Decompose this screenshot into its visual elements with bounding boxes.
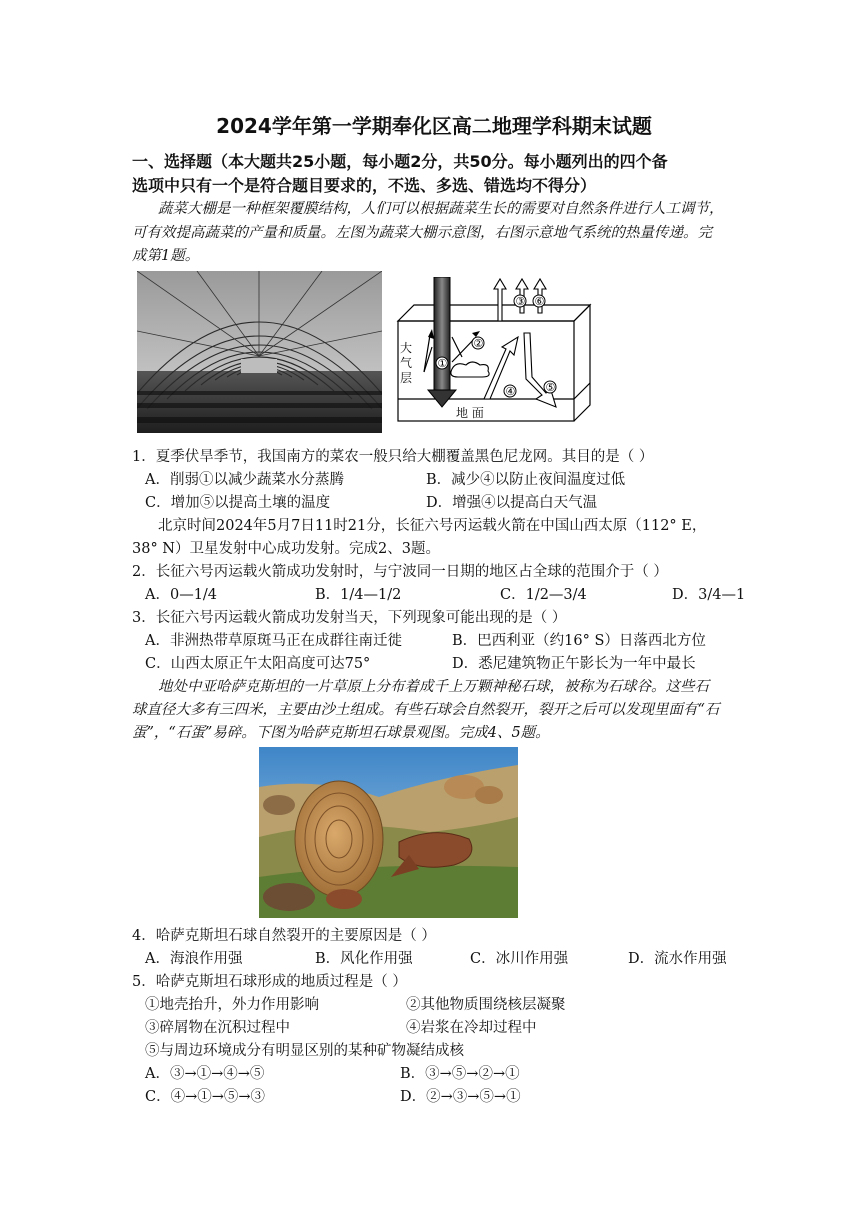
marker-4: ④ [505, 385, 516, 398]
q5-statement-4: ④岩浆在冷却过程中 [406, 1020, 537, 1036]
heat-transfer-diagram [394, 277, 594, 437]
q5-option-b[interactable]: B．③→⑤→②→① [400, 1066, 520, 1082]
marker-1: ① [437, 357, 448, 370]
q1-stem: 1．夏季伏旱季节，我国南方的菜农一般只给大棚覆盖黑色尼龙网。其目的是（ ） [132, 449, 654, 465]
q5-statement-5: ⑤与周边环境成分有明显区别的某种矿物凝结成核 [145, 1043, 464, 1059]
heat-diagram-svg [394, 277, 594, 437]
marker-5: ⑤ [545, 381, 556, 394]
q3-option-c[interactable]: C．山西太原正午太阳高度可达75° [145, 656, 371, 672]
q2-option-b[interactable]: B．1/4—1/2 [315, 587, 402, 603]
q2-option-c[interactable]: C．1/2—3/4 [500, 587, 587, 603]
q5-option-d[interactable]: D．②→③→⑤→① [400, 1089, 521, 1105]
q4-option-a[interactable]: A．海浪作用强 [145, 951, 243, 967]
q1-option-a[interactable]: A．削弱①以减少蔬菜水分蒸腾 [145, 472, 344, 488]
passage1-line3: 成第1题。 [132, 248, 200, 264]
marker-3: ③ [515, 295, 526, 308]
q4-stem: 4．哈萨克斯坦石球自然裂开的主要原因是（ ） [132, 928, 436, 944]
q5-statement-1: ①地壳抬升，外力作用影响 [145, 997, 319, 1013]
q2-option-a[interactable]: A．0—1/4 [145, 587, 218, 603]
ground-label: 地 面 [456, 406, 484, 420]
atmosphere-label: 大气层 [400, 341, 413, 385]
q1-option-d[interactable]: D．增强④以提高白天气温 [426, 495, 598, 511]
q5-option-a[interactable]: A．③→①→④→⑤ [145, 1066, 265, 1082]
passage2-line1: 北京时间2024年5月7日11时21分，长征六号丙运载火箭在中国山西太原（112° E， [158, 518, 707, 534]
q5-statement-3: ③碎屑物在沉积过程中 [145, 1020, 290, 1036]
section-header-line2: 选项中只有一个是符合题目要求的，不选、多选、错选均不得分） [132, 176, 597, 195]
q2-stem: 2．长征六号丙运载火箭成功发射时，与宁波同一日期的地区占全球的范围介于（ ） [132, 564, 668, 580]
q1-option-c[interactable]: C．增加⑤以提高土壤的温度 [145, 495, 331, 511]
passage3-line3: 蛋”，“石蛋”易碎。下图为哈萨克斯坦石球景观图。完成4、5题。 [132, 725, 550, 741]
stone-ball-illustration [259, 747, 518, 918]
passage1-line2: 可有效提高蔬菜的产量和质量。左图为蔬菜大棚示意图，右图示意地气系统的热量传递。完 [132, 225, 712, 241]
q3-option-b[interactable]: B．巴西利亚（约16° S）日落西北方位 [452, 633, 706, 649]
marker-6: ⑥ [534, 295, 545, 308]
stone-ball-photo [259, 747, 518, 918]
q3-option-a[interactable]: A．非洲热带草原斑马正在成群往南迁徙 [145, 633, 402, 649]
passage2-line2: 38° N）卫星发射中心成功发射。完成2、3题。 [132, 541, 440, 557]
q4-option-d[interactable]: D．流水作用强 [628, 951, 727, 967]
greenhouse-photo [137, 271, 382, 433]
q5-stem: 5．哈萨克斯坦石球形成的地质过程是（ ） [132, 974, 407, 990]
q4-option-c[interactable]: C．冰川作用强 [470, 951, 569, 967]
q4-option-b[interactable]: B．风化作用强 [315, 951, 413, 967]
q5-statement-2: ②其他物质围绕核层凝聚 [406, 997, 566, 1013]
section-header-line1: 一、选择题（本大题共25小题，每小题2分，共50分。每小题列出的四个备 [132, 152, 668, 171]
q1-option-b[interactable]: B．减少④以防止夜间温度过低 [426, 472, 626, 488]
q2-option-d[interactable]: D．3/4—1 [672, 587, 746, 603]
q3-option-d[interactable]: D．悉尼建筑物正午影长为一年中最长 [452, 656, 696, 672]
passage1-line1: 蔬菜大棚是一种框架覆膜结构，人们可以根据蔬菜生长的需要对自然条件进行人工调节， [158, 201, 724, 217]
q3-stem: 3．长征六号丙运载火箭成功发射当天，下列现象可能出现的是（ ） [132, 610, 567, 626]
passage3-line1: 地处中亚哈萨克斯坦的一片草原上分布着成千上万颗神秘石球，被称为石球谷。这些石 [158, 679, 709, 695]
q5-option-c[interactable]: C．④→①→⑤→③ [145, 1089, 266, 1105]
greenhouse-illustration [137, 271, 382, 433]
page-title: 2024学年第一学期奉化区高二地理学科期末试题 [216, 114, 652, 138]
passage3-line2: 球直径大多有三四米，主要由沙土组成。有些石球会自然裂开，裂开之后可以发现里面有“石 [132, 702, 720, 718]
marker-2: ② [473, 337, 484, 350]
